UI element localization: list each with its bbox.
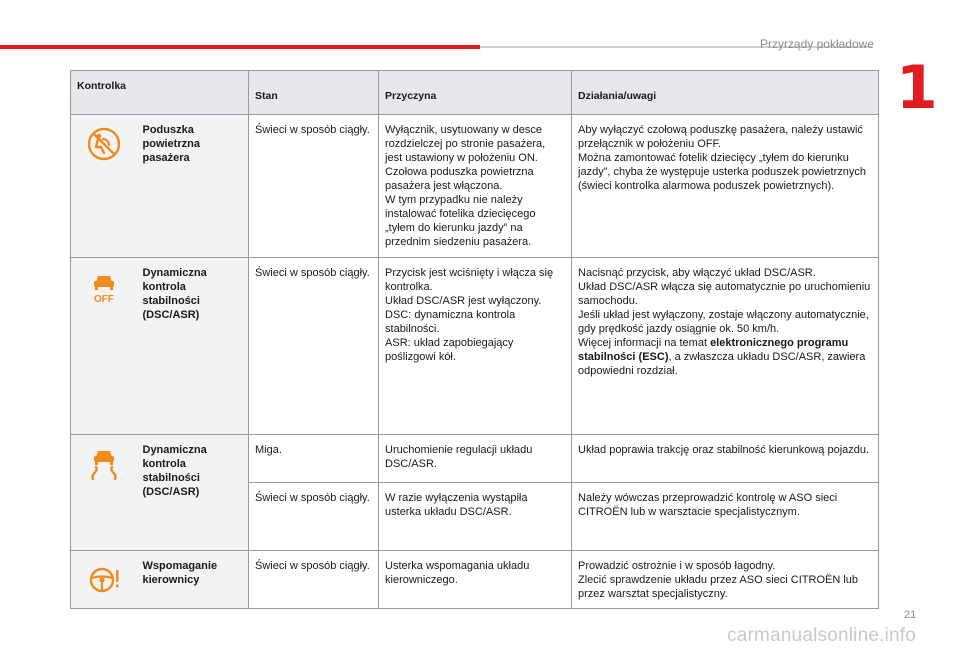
przyczyna-cell: W razie wyłączenia wystąpiła usterka układu DSC/ASR. bbox=[379, 483, 572, 551]
table-row bbox=[71, 435, 879, 483]
column-header-przyczyna: Przyczyna bbox=[379, 71, 572, 115]
dzialania-text-end: , a zwłaszcza układu DSC/ASR, zawiera odpowiedni rozdział. bbox=[578, 351, 866, 377]
stan-cell: Świeci w sposób ciągły. bbox=[249, 115, 379, 258]
power-steering-icon bbox=[87, 563, 121, 597]
light-name: Dynamiczna kontrola stabilności (DSC/ASR) bbox=[137, 435, 249, 551]
dsc-skid-icon bbox=[87, 447, 121, 481]
przyczyna-cell bbox=[379, 115, 572, 258]
dzialania-cell bbox=[572, 115, 879, 258]
light-name: Poduszka powietrzna pasażera bbox=[137, 115, 249, 258]
table-row bbox=[71, 115, 879, 258]
light-name: Wspomaganie kierownicy bbox=[137, 551, 249, 609]
przyczyna-cell bbox=[379, 258, 572, 435]
icon-cell bbox=[71, 258, 137, 435]
table-header-row bbox=[71, 71, 879, 115]
stan-cell: Miga. bbox=[249, 435, 379, 483]
table-row bbox=[71, 551, 879, 609]
dsc-off-icon bbox=[87, 270, 121, 304]
stan-cell: Świeci w sposób ciągły. bbox=[249, 483, 379, 551]
chapter-title: Przyrządy pokładowe bbox=[759, 37, 874, 51]
chapter-number: 1 bbox=[896, 53, 938, 123]
column-header-dzialania: Działania/uwagi bbox=[572, 71, 879, 115]
icon-cell bbox=[71, 551, 137, 609]
watermark: carmanualsonline.info bbox=[727, 625, 917, 646]
dzialania-text: Aby wyłączyć czołową poduszkę pasażera, należy ustawić przełącznik w położeniu OFF. Można zamontować fotelik dziecięcy „tyłem do kierunku jazdy”, chyba że występuje usterka poduszek powietrznych (świeci kontrolka alarmowa poduszek powietrznych). bbox=[578, 124, 866, 192]
przyczyna-cell: Usterka wspomagania układu kierowniczego. bbox=[379, 551, 572, 609]
przyczyna-text: Wyłącznik, usytuowany w desce rozdzielczej po stronie pasażera, jest ustawiony w położeniu ON. Czołowa poduszka powietrzna pasażera jest włączona. W tym przypadku nie należy instalować fotelika dziecięcego „tyłem do kierunku jazdy” na przednim siedzeniu pasażera. bbox=[385, 124, 546, 248]
dsc-off-label: OFF bbox=[93, 294, 114, 304]
dzialania-cell bbox=[572, 258, 879, 435]
column-header-kontrolka: Kontrolka bbox=[71, 71, 249, 115]
table-row bbox=[71, 258, 879, 435]
dzialania-text: Nacisnąć przycisk, aby włączyć układ DSC/ASR. Układ DSC/ASR włącza się automatycznie po uruchomieniu samochodu. Jeśli układ jest wyłączony, zostaje włączony automatycznie, gdy prędkość jazdy osiągnie ok. 50 km/h. Więcej informacji na temat bbox=[578, 267, 871, 349]
przyczyna-cell: Uruchomienie regulacji układu DSC/ASR. bbox=[379, 435, 572, 483]
light-name: Dynamiczna kontrola stabilności (DSC/ASR) bbox=[137, 258, 249, 435]
dzialania-text: Prowadzić ostrożnie i w sposób łagodny. Zlecić sprawdzenie układu przez ASO sieci CITROËN lub przez warsztat specjalistyczny. bbox=[578, 560, 859, 600]
stan-cell: Świeci w sposób ciągły. bbox=[249, 551, 379, 609]
dzialania-cell: Układ poprawia trakcję oraz stabilność kierunkową pojazdu. bbox=[572, 435, 879, 483]
column-header-stan: Stan bbox=[249, 71, 379, 115]
icon-cell bbox=[71, 435, 137, 551]
icon-cell bbox=[71, 115, 137, 258]
dzialania-cell bbox=[572, 551, 879, 609]
page-number: 21 bbox=[904, 609, 917, 621]
warning-lights-table bbox=[70, 70, 879, 609]
dzialania-cell: Należy wówczas przeprowadzić kontrolę w ASO sieci CITROËN lub w warsztacie specjalistycznym. bbox=[572, 483, 879, 551]
esc-reference: elektronicznego programu stabilności (ESC) bbox=[578, 337, 849, 363]
stan-cell: Świeci w sposób ciągły. bbox=[249, 258, 379, 435]
header-red-bar bbox=[0, 45, 480, 49]
przyczyna-text: Przycisk jest wciśnięty i włącza się kontrolka. Układ DSC/ASR jest wyłączony. DSC: dynamiczna kontrola stabilności. ASR: układ zapobiegający poślizgowi kół. bbox=[385, 267, 554, 363]
airbag-off-icon bbox=[87, 127, 121, 161]
